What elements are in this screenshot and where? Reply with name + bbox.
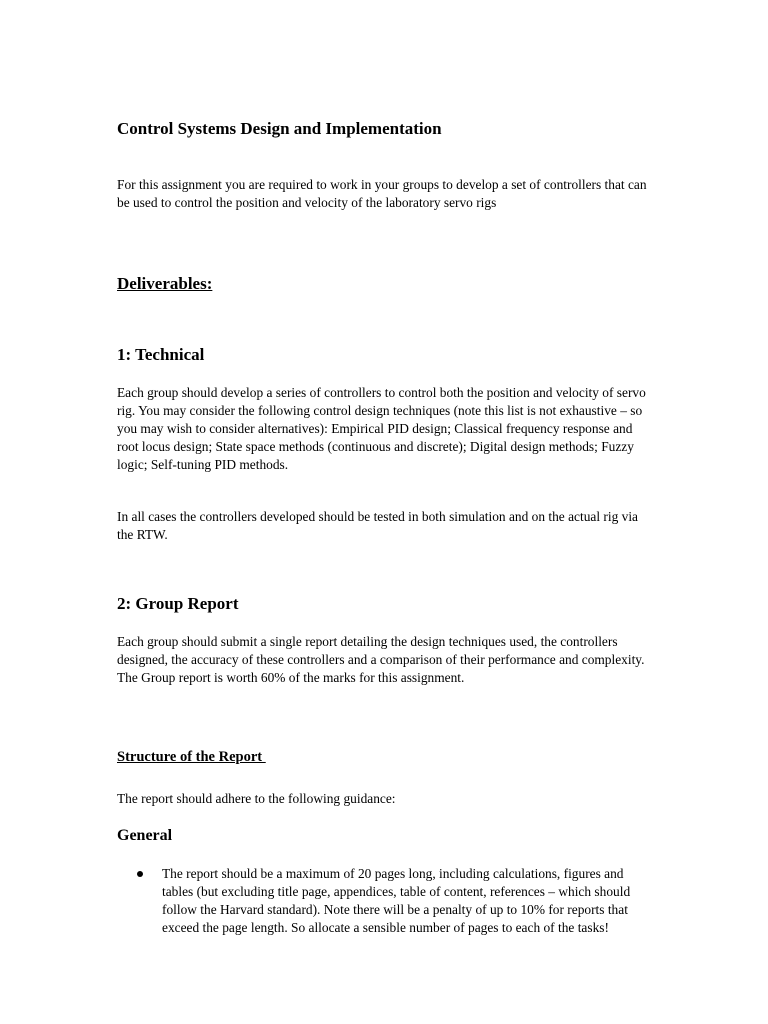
general-bullet-list	[117, 865, 637, 937]
intro-paragraph: For this assignment you are required to work in your groups to develop a set of controllers that can be used to control the position and velocity of the laboratory servo rigs	[117, 177, 647, 210]
guidance-paragraph: The report should adhere to the following guidance:	[117, 791, 396, 806]
document-title: Control Systems Design and Implementation	[117, 119, 442, 138]
bullet-text: The report should be a maximum of 20 pages long, including calculations, figures and tables (but excluding title page, appendices, table of content, references – which should follow the Harvard standard). Note there will be a penalty of up to 10% for reports that exceed the page length. So allocate a sensible number of pages to each of the tasks!	[162, 866, 631, 935]
bullet-icon	[137, 871, 143, 877]
group-report-paragraph: Each group should submit a single report detailing the design techniques used, the controllers designed, the accuracy of these controllers and a comparison of their performance and complexity. The Group report is worth 60% of the marks for this assignment.	[117, 634, 645, 685]
technical-heading: 1: Technical	[117, 345, 205, 364]
deliverables-heading: Deliverables:	[117, 274, 213, 293]
list-item	[117, 865, 637, 937]
testing-paragraph: In all cases the controllers developed should be tested in both simulation and on the actual rig via the RTW.	[117, 509, 638, 542]
technical-paragraph: Each group should develop a series of controllers to control both the position and velocity of servo rig. You may consider the following control design techniques (note this list is not exhaustive – so you may wish to consider alternatives): Empirical PID design; Classical frequency response and root locus design; State space methods (continuous and discrete); Digital design methods; Fuzzy logic; Self-tuning PID methods.	[117, 385, 646, 472]
structure-heading: Structure of the Report	[117, 749, 266, 765]
group-report-heading: 2: Group Report	[117, 594, 239, 613]
general-heading: General	[117, 827, 173, 844]
